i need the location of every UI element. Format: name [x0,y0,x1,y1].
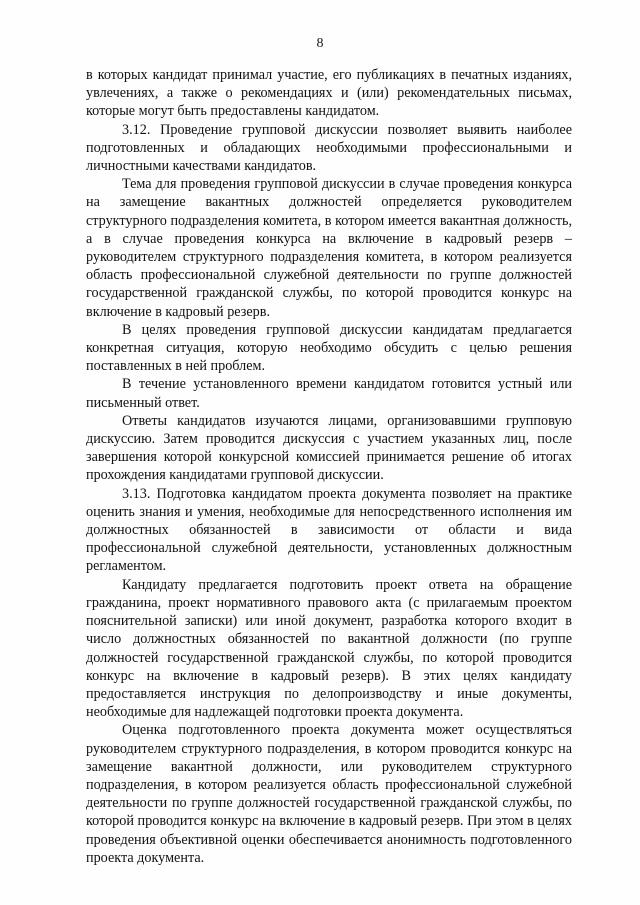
paragraph-document-evaluation: Оценка подготовленного проекта документа может осуществляться руководителем структурного подразделения, в котором проводится конкурс на замещение вакантной должности, или руководителем структурного подразделения, в котором реализуется область профессиональной служебной деятельности по группе должностей государственной гражданской службы, по которой проводится конкурс на включение в кадровый резерв. При этом в целях проведения объективной оценки обеспечивается анонимность подготовленного проекта документа. [86,722,572,866]
paragraph-discussion-topic: Тема для проведения групповой дискуссии в случае проведения конкурса на замещение вакантных должностей определяется руководителем структурного подразделения комитета, в котором имеется вакантная должность, а в случае проведения конкурса на включение в кадровый резерв – руководителем структурного подразделения комитета, в котором реализуется область профессиональной служебной деятельности по группе должностей государственной гражданской службы, по которой проводится конкурс на включение в кадровый резерв. [86,176,572,320]
paragraph-answer-preparation: В течение установленного времени кандидатом готовится устный или письменный ответ. [86,376,572,411]
paragraph-discussion-situation: В целях проведения групповой дискуссии кандидатам предлагается конкретная ситуация, которую необходимо обсудить с целью решения поставленных в ней проблем. [86,321,572,375]
document-body [86,66,572,867]
page-number: 8 [316,36,324,51]
paragraph-3-12: 3.12. Проведение групповой дискуссии позволяет выявить наиболее подготовленных и обладающих необходимыми профессиональными и личностными качествами кандидатов. [86,121,572,175]
paragraph-continuation: в которых кандидат принимал участие, его публикациях в печатных изданиях, увлечениях, а также о рекомендациях и (или) рекомендательных письмах, которые могут быть предоставлены кандидатом. [86,67,572,120]
paragraph-document-task: Кандидату предлагается подготовить проект ответа на обращение гражданина, проект нормативного правового акта (с прилагаемым проектом пояснительной записки) или иной документ, разработка которого входит в число должностных обязанностей по вакантной должности (по группе должностей государственной гражданской службы, по которой проводится конкурс на включение в кадровый резерв). В этих целях кандидату предоставляется инструкция по делопроизводству и иные документы, необходимые для надлежащей подготовки проекта документа. [86,576,572,721]
paragraph-3-13: 3.13. Подготовка кандидатом проекта документа позволяет на практике оценить знания и умения, необходимые для непосредственного исполнения им должностных обязанностей в зависимости от области и вида профессиональной служебной деятельности, установленных должностным регламентом. [86,485,572,575]
paragraph-answers-review: Ответы кандидатов изучаются лицами, организовавшими групповую дискуссию. Затем проводится дискуссия с участием указанных лиц, после завершения которой конкурсной комиссией принимается решение об итогах прохождения кандидатами групповой дискуссии. [86,412,572,484]
